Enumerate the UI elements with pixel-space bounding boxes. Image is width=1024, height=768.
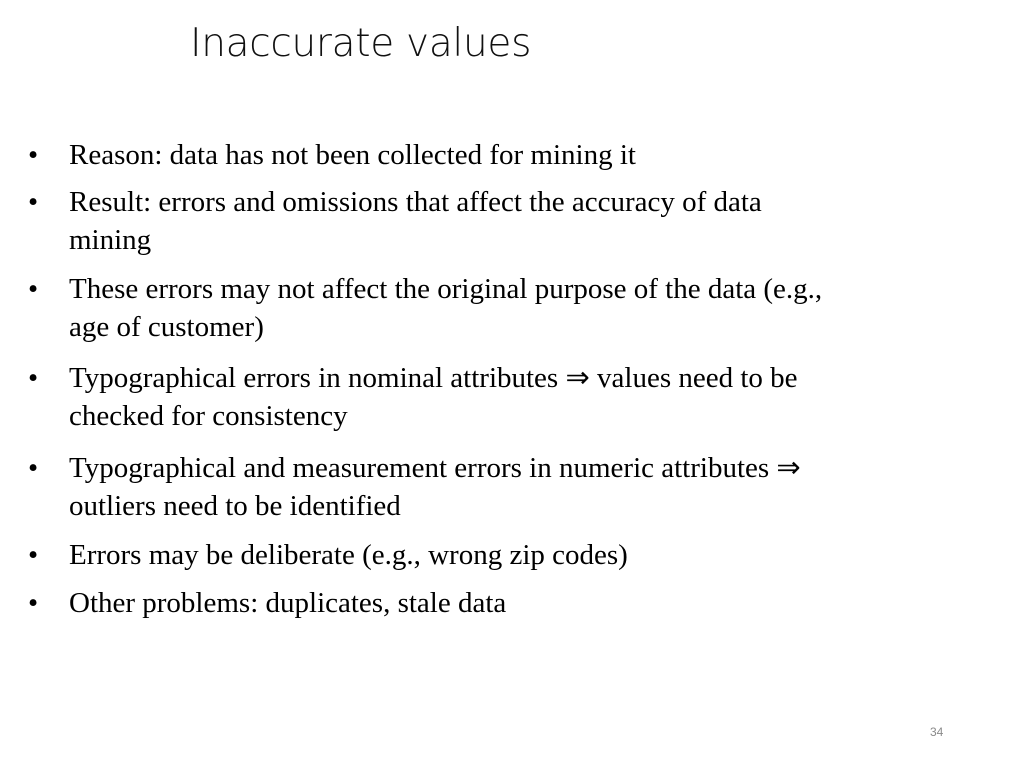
bullet-line: Reason: data has not been collected for mining it — [69, 139, 636, 171]
bullet-line: Errors may be deliberate (e.g., wrong zip codes) — [69, 539, 628, 571]
page-number: 34 — [930, 725, 944, 739]
bullet-line: Result: errors and omissions that affect the accuracy of data — [69, 186, 762, 218]
bullet-marker: • — [28, 539, 39, 571]
bullet-text — [69, 183, 989, 259]
bullet-text — [69, 536, 989, 574]
bullet-line: age of customer) — [69, 311, 264, 343]
bullet-line: checked for consistency — [69, 400, 348, 432]
bullet-marker: • — [28, 452, 39, 484]
bullet-marker: • — [28, 587, 39, 619]
bullet-line: Typographical and measurement errors in numeric attributes ⇒ — [69, 452, 801, 484]
bullet-marker: • — [28, 139, 39, 171]
bullet-marker: • — [28, 362, 39, 394]
bullet-line: Typographical errors in nominal attributes ⇒ values need to be — [69, 362, 798, 394]
bullet-text — [69, 359, 989, 435]
bullet-marker: • — [28, 186, 39, 218]
bullet-text — [69, 449, 989, 525]
bullet-line: mining — [69, 224, 152, 256]
slide-title: Inaccurate values — [190, 21, 532, 66]
bullet-line: These errors may not affect the original purpose of the data (e.g., — [69, 273, 823, 305]
bullet-text — [69, 584, 989, 622]
bullet-line: Other problems: duplicates, stale data — [69, 587, 507, 619]
bullet-line: outliers need to be identified — [69, 490, 401, 522]
bullet-text — [69, 270, 989, 346]
bullet-text — [69, 136, 989, 174]
bullet-marker: • — [28, 273, 39, 305]
